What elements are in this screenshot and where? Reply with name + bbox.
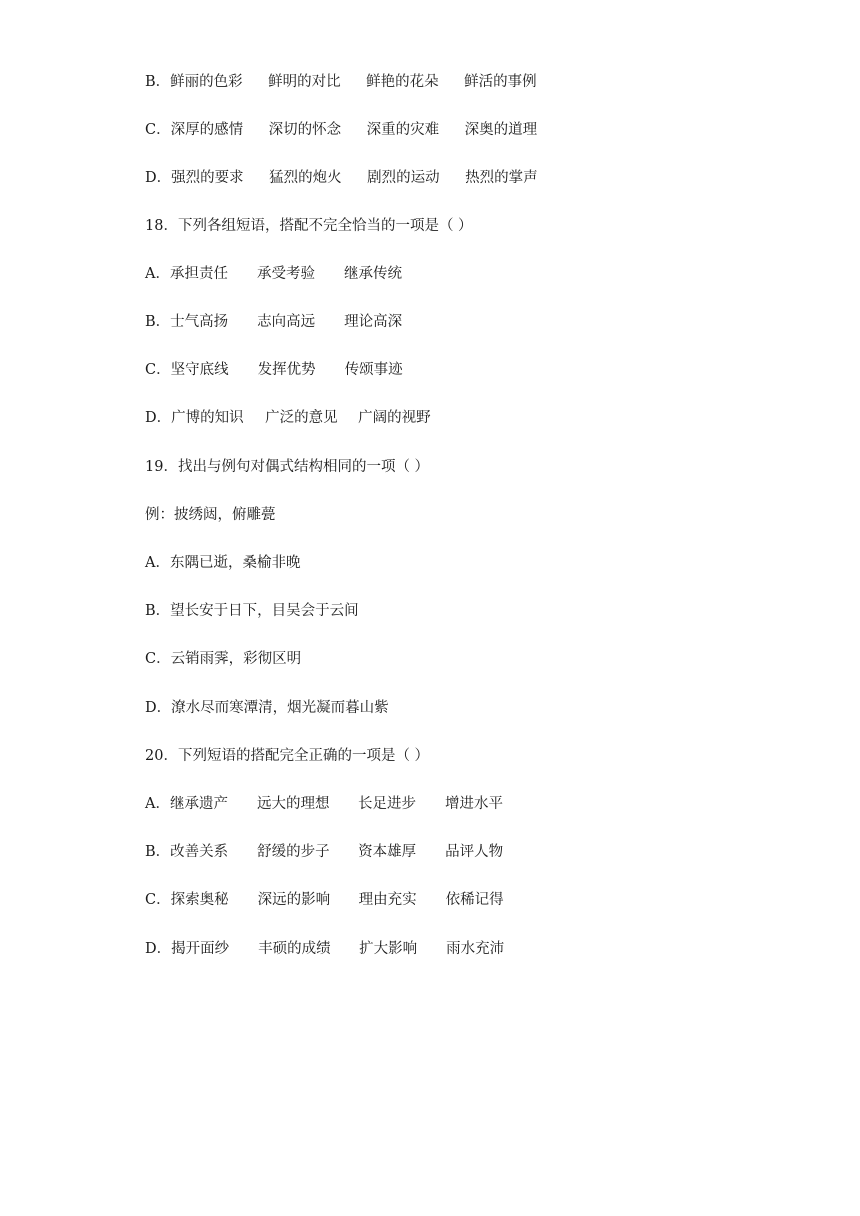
option-item: 改善关系: [170, 844, 229, 860]
option-item: 承担责任: [169, 266, 228, 282]
option-item: 深远的影响: [257, 892, 331, 908]
option-item: 依稀记得: [445, 892, 504, 908]
option-item: 承受考验: [256, 266, 315, 282]
option-item: 继承传统: [343, 266, 402, 282]
q18-option-a: [145, 262, 402, 286]
q17-option-b: [145, 70, 537, 94]
q19-option-b: [145, 599, 359, 623]
option-item: 鲜艳的花朵: [366, 74, 439, 90]
option-text: 云销雨霁，彩彻区明: [170, 651, 302, 667]
option-label: C．: [145, 651, 171, 667]
q20-stem: 20．下列短语的搭配完全正确的一项是（ ）: [145, 748, 430, 764]
option-item: 发挥优势: [257, 362, 316, 378]
q20-option-a: [145, 792, 503, 816]
q19-stem: 19．找出与例句对偶式结构相同的一项（ ）: [145, 459, 430, 475]
option-label: D．: [145, 700, 172, 716]
option-item: 深切的怀念: [268, 122, 342, 138]
option-item: 继承遗产: [169, 796, 228, 812]
option-label: B．: [145, 314, 171, 330]
option-label: A．: [145, 555, 170, 571]
option-label: A．: [145, 266, 170, 282]
option-item: 探索奥秘: [170, 892, 229, 908]
q19-example: 例：披绣闼，俯雕甍: [145, 507, 276, 523]
option-item: 志向高远: [257, 314, 316, 330]
q18-option-b: [145, 310, 402, 334]
option-item: 坚守底线: [170, 362, 229, 378]
option-item: 强烈的要求: [171, 170, 244, 186]
option-label: C．: [145, 892, 171, 908]
option-item: 鲜活的事例: [464, 74, 537, 90]
option-label: D．: [145, 410, 172, 426]
option-item: 丰硕的成绩: [258, 941, 331, 957]
option-item: 鲜明的对比: [268, 74, 341, 90]
option-item: 雨水充沛: [446, 941, 505, 957]
option-item: 长足进步: [357, 796, 416, 812]
option-label: D．: [145, 170, 172, 186]
q20-option-c: [145, 888, 504, 912]
option-item: 深奥的道理: [464, 122, 538, 138]
option-item: 增进水平: [444, 796, 503, 812]
q17-option-c: [145, 118, 537, 142]
q18-stem: 18．下列各组短语，搭配不完全恰当的一项是（ ）: [145, 218, 473, 234]
option-item: 舒缓的步子: [257, 844, 330, 860]
option-label: C．: [145, 362, 171, 378]
q20-option-d: [145, 937, 504, 961]
option-item: 深重的灾难: [366, 122, 440, 138]
option-item: 远大的理想: [256, 796, 330, 812]
option-item: 士气高扬: [170, 314, 229, 330]
option-item: 鲜丽的色彩: [170, 74, 243, 90]
option-label: D．: [145, 941, 172, 957]
option-item: 广泛的意见: [265, 410, 338, 426]
option-item: 品评人物: [445, 844, 504, 860]
option-label: C．: [145, 122, 171, 138]
option-text: 望长安于日下，目吴会于云间: [170, 603, 359, 619]
q18-option-c: [145, 358, 403, 382]
option-item: 广阔的视野: [358, 410, 431, 426]
option-item: 剧烈的运动: [367, 170, 440, 186]
q19-option-d: [145, 696, 389, 720]
option-label: B．: [145, 844, 171, 860]
q19-option-c: [145, 647, 301, 671]
option-item: 理论高深: [344, 314, 403, 330]
option-text: 东隅已逝，桑榆非晚: [169, 555, 301, 571]
option-item: 理由充实: [358, 892, 417, 908]
q18-option-d: [145, 406, 431, 430]
option-text: 潦水尽而寒潭清，烟光凝而暮山紫: [171, 700, 389, 716]
option-label: A．: [145, 796, 170, 812]
option-item: 猛烈的炮火: [269, 170, 342, 186]
option-item: 扩大影响: [359, 941, 418, 957]
option-item: 揭开面纱: [171, 941, 230, 957]
option-item: 广博的知识: [171, 410, 244, 426]
q17-option-d: [145, 166, 538, 190]
option-item: 传颂事迹: [344, 362, 403, 378]
q19-option-a: [145, 551, 300, 575]
option-label: B．: [145, 74, 171, 90]
option-item: 热烈的掌声: [465, 170, 538, 186]
option-item: 资本雄厚: [358, 844, 417, 860]
option-label: B．: [145, 603, 171, 619]
q20-option-b: [145, 840, 503, 864]
option-item: 深厚的感情: [170, 122, 244, 138]
